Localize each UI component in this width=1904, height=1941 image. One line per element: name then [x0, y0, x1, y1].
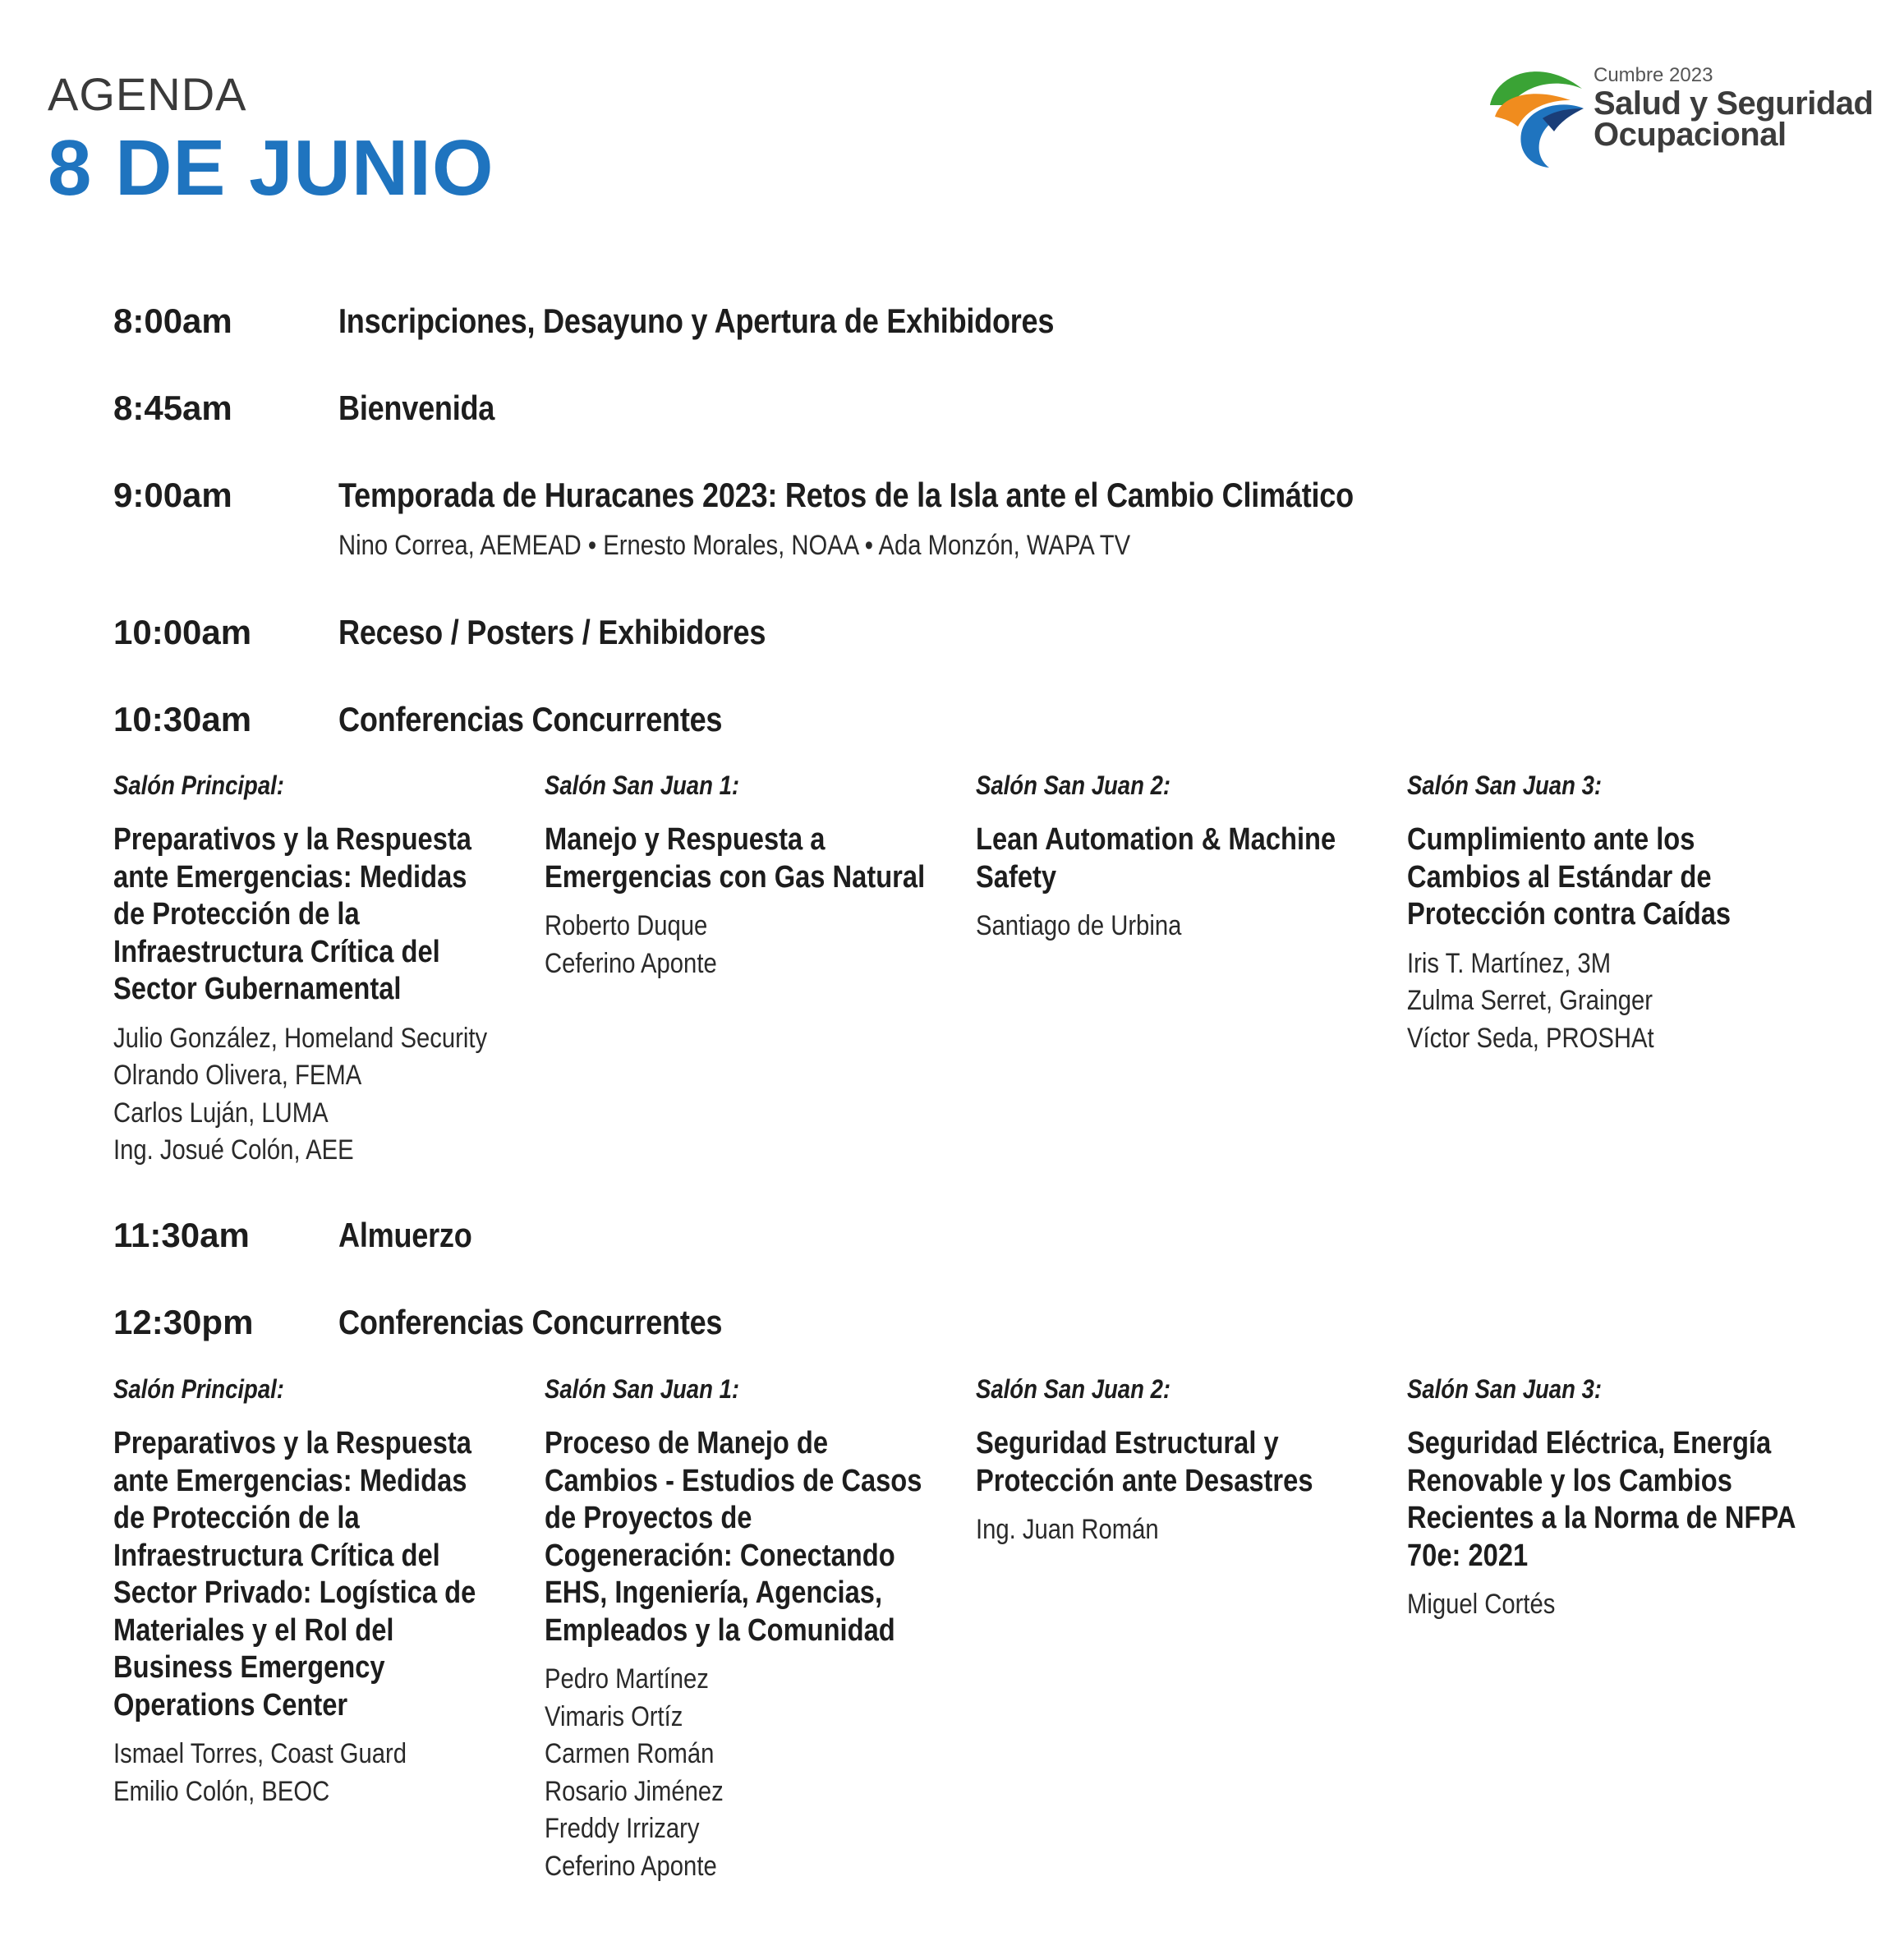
logo-title-line1: Salud y Seguridad	[1594, 85, 1874, 122]
session-title	[113, 1425, 509, 1724]
session-title-line: Protección contra Caídas	[1407, 897, 1732, 931]
agenda-title: Conferencias Concurrentes	[338, 1303, 723, 1341]
agenda-title: Inscripciones, Desayuno y Apertura de Exhibidores	[338, 301, 1055, 340]
speaker-name: Ing. Juan Román	[976, 1514, 1159, 1545]
speaker-name: Rosario Jiménez	[545, 1775, 724, 1807]
session-title-line: EHS, Ingeniería, Agencias,	[545, 1575, 883, 1610]
session-speakers	[545, 908, 884, 982]
speaker-name: Miguel Cortés	[1407, 1589, 1556, 1620]
agenda-speakers: Nino Correa, AEMEAD • Ernesto Morales, NOAA • Ada Monzón, WAPA TV	[338, 530, 1131, 561]
agenda-time: 11:30am	[113, 1216, 250, 1254]
agenda-time: 8:45am	[113, 389, 232, 427]
speaker-name: Ceferino Aponte	[545, 1850, 717, 1882]
speaker-name: Ceferino Aponte	[545, 947, 717, 979]
session-room: Salón San Juan 2:	[976, 1374, 1171, 1404]
logo-title-line2: Ocupacional	[1594, 117, 1787, 153]
session-title-line: Seguridad Estructural y	[976, 1426, 1279, 1460]
session-room: Salón San Juan 2:	[976, 770, 1171, 800]
session-title-line: Sector Gubernamental	[113, 972, 402, 1006]
bird-logo-icon	[1485, 57, 1592, 172]
session-title-line: Recientes a la Norma de NFPA	[1407, 1501, 1796, 1535]
session-title-line: Cambios - Estudios de Casos	[545, 1463, 922, 1498]
session-title	[113, 821, 509, 1009]
session-column	[113, 1374, 508, 1810]
session-speakers	[976, 1511, 1315, 1549]
speaker-name: Ismael Torres, Coast Guard	[113, 1738, 407, 1769]
session-title-line: Proceso de Manejo de	[545, 1426, 829, 1460]
speaker-name: Santiago de Urbina	[976, 910, 1182, 941]
session-title-line: Operations Center	[113, 1687, 348, 1723]
speaker-name: Ing. Josué Colón, AEE	[113, 1134, 354, 1166]
agenda-time: 9:00am	[113, 476, 232, 514]
session-speakers	[113, 1736, 453, 1810]
session-title-line: Preparativos y la Respuesta	[113, 1426, 471, 1460]
agenda-title: Receso / Posters / Exhibidores	[338, 613, 766, 651]
agenda-kicker: AGENDA	[48, 68, 247, 120]
session-column	[1407, 770, 1801, 1057]
session-title-line: 70e: 2021	[1407, 1538, 1529, 1573]
session-room: Salón San Juan 1:	[545, 770, 740, 800]
session-room: Salón Principal:	[113, 770, 284, 800]
agenda-time: 8:00am	[113, 301, 232, 340]
session-speakers	[113, 1020, 488, 1170]
speaker-name: Iris T. Martínez, 3M	[1407, 947, 1612, 979]
session-title-line: Manejo y Respuesta a	[545, 822, 826, 857]
session-title-line: Cogeneración: Conectando	[545, 1538, 895, 1573]
session-title	[545, 821, 941, 896]
speaker-name: Roberto Duque	[545, 910, 708, 941]
session-room: Salón San Juan 1:	[545, 1374, 740, 1404]
session-room: Salón San Juan 3:	[1407, 1374, 1603, 1404]
agenda-time: 10:30am	[113, 700, 252, 738]
session-title-line: de Protección de la	[113, 1501, 360, 1535]
agenda-title: Temporada de Huracanes 2023: Retos de la Isla ante el Cambio Climático	[338, 476, 1354, 514]
session-title-line: Seguridad Eléctrica, Energía	[1407, 1426, 1772, 1460]
session-speakers	[545, 1661, 884, 1885]
session-title	[1407, 821, 1803, 934]
session-title-line: de Protección de la	[113, 897, 360, 931]
agenda-time: 12:30pm	[113, 1303, 254, 1341]
session-title-line: ante Emergencias: Medidas	[113, 1463, 467, 1498]
agenda-title: Conferencias Concurrentes	[338, 700, 723, 738]
session-title-line: Protección ante Desastres	[976, 1463, 1313, 1498]
session-speakers	[1407, 945, 1746, 1058]
speaker-name: Víctor Seda, PROSHAt	[1407, 1022, 1654, 1054]
session-title-line: Cumplimiento ante los	[1407, 822, 1695, 857]
session-column	[113, 770, 508, 1170]
session-title-line: ante Emergencias: Medidas	[113, 859, 467, 895]
speaker-name: Olrando Olivera, FEMA	[113, 1060, 362, 1091]
session-room: Salón Principal:	[113, 1374, 284, 1404]
session-title-line: Materiales y el Rol del	[113, 1612, 394, 1648]
summit-logo	[1485, 57, 1888, 172]
session-title-line: Lean Automation & Machine	[976, 822, 1336, 857]
session-speakers	[976, 908, 1315, 945]
session-column	[545, 770, 939, 982]
speaker-name: Zulma Serret, Grainger	[1407, 985, 1653, 1016]
session-title	[545, 1425, 941, 1649]
speaker-name: Emilio Colón, BEOC	[113, 1775, 330, 1807]
session-title	[1407, 1425, 1803, 1575]
session-title-line: Infraestructura Crítica del	[113, 934, 440, 969]
speaker-name: Carlos Luján, LUMA	[113, 1097, 329, 1129]
session-column	[976, 1374, 1370, 1549]
session-speakers	[1407, 1586, 1746, 1624]
agenda-title: Almuerzo	[338, 1216, 472, 1254]
session-title-line: Sector Privado: Logística de	[113, 1575, 476, 1610]
session-title-line: Empleados y la Comunidad	[545, 1612, 895, 1648]
speaker-name: Vimaris Ortíz	[545, 1700, 683, 1732]
speaker-name: Freddy Irrizary	[545, 1813, 700, 1844]
session-title-line: Business Emergency	[113, 1650, 385, 1685]
session-title-line: Cambios al Estándar de	[1407, 859, 1712, 895]
session-column	[976, 770, 1370, 945]
speaker-name: Carmen Román	[545, 1738, 715, 1769]
session-title-line: Emergencias con Gas Natural	[545, 859, 926, 895]
speaker-name: Julio González, Homeland Security	[113, 1022, 488, 1054]
session-column	[545, 1374, 939, 1885]
session-title	[976, 1425, 1372, 1500]
logo-year: Cumbre 2023	[1594, 64, 1713, 86]
page-title-date: 8 DE JUNIO	[48, 124, 494, 212]
session-title-line: Safety	[976, 859, 1057, 895]
agenda-time: 10:00am	[113, 613, 252, 651]
session-room: Salón San Juan 3:	[1407, 770, 1603, 800]
session-title-line: Renovable y los Cambios	[1407, 1463, 1732, 1498]
session-title-line: Preparativos y la Respuesta	[113, 822, 471, 857]
session-title-line: Infraestructura Crítica del	[113, 1538, 440, 1573]
speaker-name: Pedro Martínez	[545, 1663, 709, 1695]
agenda-title: Bienvenida	[338, 389, 495, 427]
session-title-line: de Proyectos de	[545, 1501, 752, 1535]
session-column	[1407, 1374, 1801, 1624]
session-title	[976, 821, 1372, 896]
